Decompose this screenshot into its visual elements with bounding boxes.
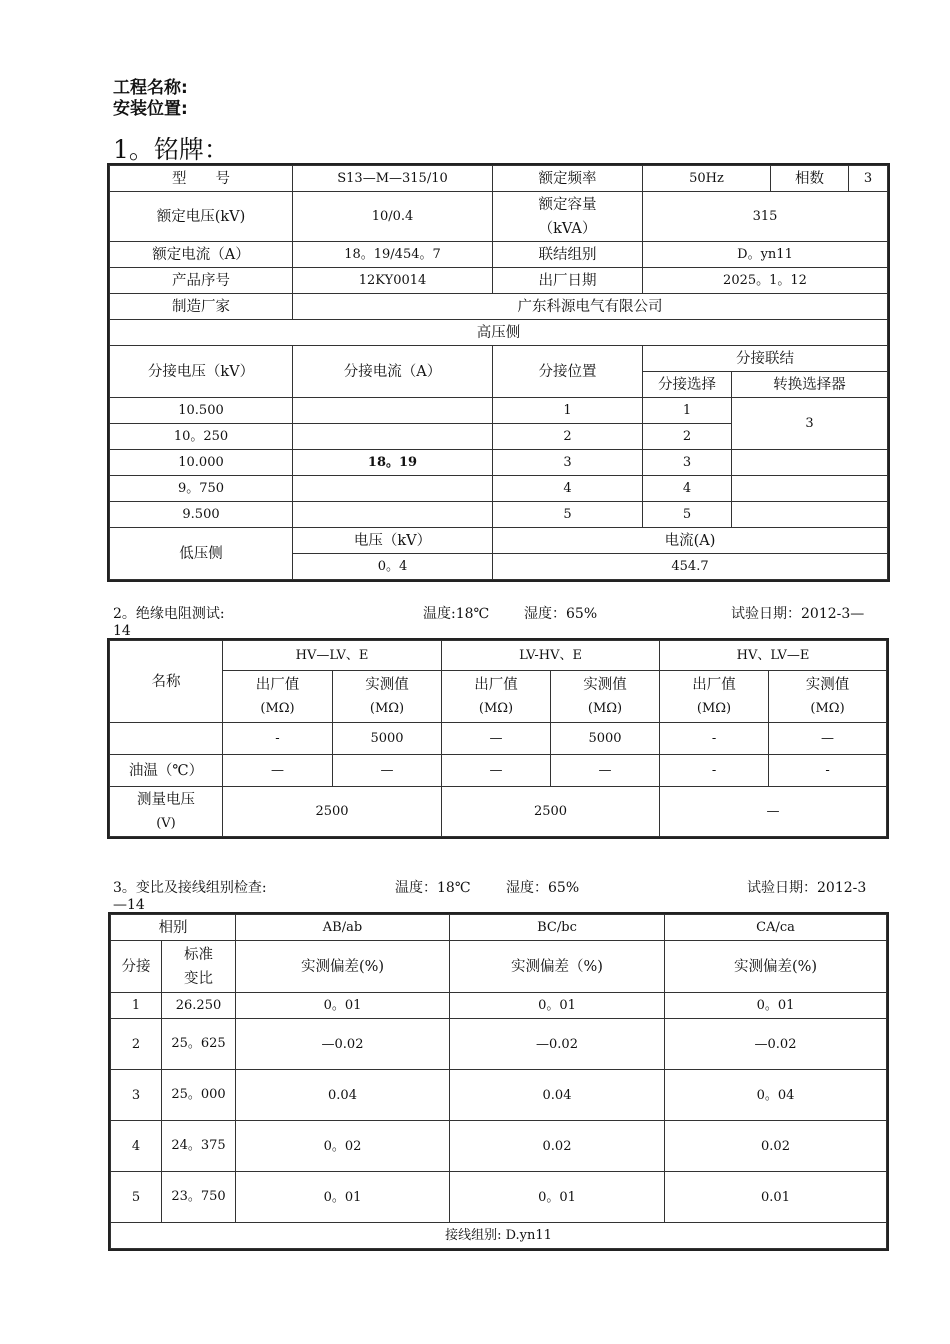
hv-side-title: 高压侧 (110, 320, 888, 346)
lv-current-header: 电流(A) (493, 528, 888, 554)
table-row (110, 242, 888, 268)
deviation-cell: 0.04 (450, 1070, 665, 1121)
measure-voltage-value: — (660, 787, 887, 837)
tap-link-header: 分接联结 (643, 346, 888, 372)
table-row (110, 268, 888, 294)
insulation-humidity: 湿度：65% (524, 606, 598, 622)
tap-current-cell (293, 502, 493, 528)
measured-value-header (333, 671, 442, 723)
tap-cell: 3 (111, 1070, 162, 1121)
phase-header: 相别 (111, 915, 236, 941)
ratio-table (110, 914, 887, 1249)
project-name-label: 工程名称: (113, 78, 188, 98)
table-row (110, 450, 888, 476)
nameplate-table (109, 165, 888, 580)
deviation-cell: 0.02 (665, 1121, 887, 1172)
deviation-header: 实测偏差(%) (665, 941, 887, 993)
converter-select-empty (732, 476, 888, 502)
factory-label: 出厂值 (255, 677, 300, 693)
converter-select-empty (732, 450, 888, 476)
resistance-cell: - (223, 723, 333, 755)
tap-select-cell: 2 (643, 424, 732, 450)
phase-pair-header: AB/ab (236, 915, 450, 941)
std-ratio-line2: 变比 (184, 970, 213, 987)
deviation-cell: 0。01 (665, 993, 887, 1019)
capacity-value: 315 (643, 192, 888, 242)
tap-current-cell (293, 398, 493, 424)
deviation-cell: 0。01 (450, 1172, 665, 1223)
tap-position-cell: 5 (493, 502, 643, 528)
phase-pair-header: BC/bc (450, 915, 665, 941)
measured-label: 实测值 (805, 677, 850, 693)
std-ratio-cell: 24。375 (162, 1121, 236, 1172)
tap-current-cell (293, 424, 493, 450)
model-value: S13—M—315/10 (293, 166, 493, 192)
deviation-cell: 0。02 (236, 1121, 450, 1172)
deviation-cell: 0。01 (450, 993, 665, 1019)
unit-label: (MΩ) (260, 701, 295, 716)
oil-temp-cell: - (769, 755, 887, 787)
deviation-header: 实测偏差（%) (450, 941, 665, 993)
maker-label: 制造厂家 (110, 294, 293, 320)
table-row (110, 192, 888, 242)
measure-voltage-value: 2500 (223, 787, 442, 837)
std-ratio-cell: 23。750 (162, 1172, 236, 1223)
voltage-value: 10/0.4 (293, 192, 493, 242)
tap-current-cell: 18。19 (293, 450, 493, 476)
std-ratio-header (162, 941, 236, 993)
std-ratio-cell: 25。000 (162, 1070, 236, 1121)
tap-cell: 5 (111, 1172, 162, 1223)
measured-label: 实测值 (583, 677, 627, 693)
deviation-cell: 0.01 (665, 1172, 887, 1223)
table-row (110, 294, 888, 320)
converter-select-empty (732, 502, 888, 528)
tap-select-cell: 1 (643, 398, 732, 424)
lv-voltage-header: 电压（kV） (293, 528, 493, 554)
voltage-label: 额定电压(kV) (110, 192, 293, 242)
tap-position-cell: 2 (493, 424, 643, 450)
row-name-empty (110, 723, 223, 755)
ratio-test-date: 试验日期：2012-3 (747, 880, 867, 896)
tap-position-header: 分接位置 (493, 346, 643, 398)
tap-position-cell: 4 (493, 476, 643, 502)
phase-pair-header: CA/ca (665, 915, 887, 941)
insulation-heading: 2。绝缘电阻测试: (113, 606, 225, 622)
table-row (110, 723, 887, 755)
lv-side-label: 低压侧 (110, 528, 293, 580)
measured-value-header (769, 671, 887, 723)
table-row (111, 1172, 887, 1223)
tap-voltage-cell: 10.500 (110, 398, 293, 424)
frequency-value: 50Hz (643, 166, 771, 192)
unit-label: (MΩ) (810, 701, 845, 716)
deviation-cell: 0。01 (236, 1172, 450, 1223)
std-ratio-cell: 25。625 (162, 1019, 236, 1070)
deviation-cell: —0.02 (450, 1019, 665, 1070)
group-header: HV、LV—E (660, 641, 887, 671)
deviation-cell: —0.02 (665, 1019, 887, 1070)
tap-header: 分接 (111, 941, 162, 993)
table-row (111, 941, 887, 993)
factory-value-header (223, 671, 333, 723)
resistance-cell: - (660, 723, 769, 755)
tap-select-cell: 4 (643, 476, 732, 502)
table-row (110, 166, 888, 192)
insulation-temperature: 温度:18℃ (423, 606, 490, 622)
deviation-cell: 0.04 (236, 1070, 450, 1121)
lv-current-value: 454.7 (493, 554, 888, 580)
unit-label: (MΩ) (587, 701, 623, 716)
tap-cell: 4 (111, 1121, 162, 1172)
ratio-heading: 3。变比及接线组别检查: (113, 880, 267, 896)
serial-label: 产品序号 (110, 268, 293, 294)
factory-value-header (442, 671, 551, 723)
resistance-cell: — (769, 723, 887, 755)
table-row (110, 755, 887, 787)
table-row (111, 1121, 887, 1172)
measured-label: 实测值 (365, 677, 409, 693)
deviation-cell: 0。04 (665, 1070, 887, 1121)
tap-current-cell (293, 476, 493, 502)
oil-temp-cell: — (551, 755, 660, 787)
group-header: LV-HV、E (442, 641, 660, 671)
factory-label: 出厂值 (692, 677, 736, 693)
current-value: 18。19/454。7 (293, 242, 493, 268)
maker-value: 广东科源电气有限公司 (293, 294, 888, 320)
measured-value-header (551, 671, 660, 723)
oil-temp-label: 油温（℃） (110, 755, 223, 787)
capacity-label-line2: （kVA） (538, 220, 597, 237)
group-value: D。yn11 (643, 242, 888, 268)
oil-temp-cell: — (223, 755, 333, 787)
capacity-label (493, 192, 643, 242)
table-row (110, 398, 888, 424)
converter-select-header: 转换选择器 (732, 372, 888, 398)
model-label: 型 号 (110, 166, 293, 192)
deviation-header: 实测偏差(%) (236, 941, 450, 993)
table-row (110, 528, 888, 554)
phase-value: 3 (849, 166, 888, 192)
name-header: 名称 (110, 641, 223, 723)
deviation-cell: 0。01 (236, 993, 450, 1019)
measure-voltage-label-line2: (V) (156, 816, 176, 831)
tap-voltage-header: 分接电压（kV） (110, 346, 293, 398)
measure-voltage-value: 2500 (442, 787, 660, 837)
group-header: HV—LV、E (223, 641, 442, 671)
table-row (111, 1019, 887, 1070)
install-location-label: 安装位置: (113, 99, 188, 119)
deviation-cell: —0.02 (236, 1019, 450, 1070)
group-label: 联结组别 (493, 242, 643, 268)
unit-label: (MΩ) (369, 701, 405, 716)
table-row (111, 915, 887, 941)
phase-label: 相数 (771, 166, 849, 192)
ratio-test-date-cont: —14 (113, 897, 145, 913)
insulation-table (109, 640, 887, 837)
date-value: 2025。1。12 (643, 268, 888, 294)
oil-temp-cell: - (660, 755, 769, 787)
unit-label: (MΩ) (696, 701, 732, 716)
table-row (111, 993, 887, 1019)
factory-label: 出厂值 (474, 677, 518, 693)
tap-cell: 1 (111, 993, 162, 1019)
tap-voltage-cell: 10.000 (110, 450, 293, 476)
table-row (110, 502, 888, 528)
insulation-test-date: 试验日期：2012-3— (731, 606, 865, 622)
table-row (110, 346, 888, 372)
insulation-test-date-cont: 14 (113, 623, 131, 639)
tap-voltage-cell: 9。750 (110, 476, 293, 502)
lv-voltage-value: 0。4 (293, 554, 493, 580)
table-row (110, 787, 887, 837)
table-row (110, 641, 887, 671)
nameplate-heading: 1。铭牌： (113, 135, 229, 164)
std-ratio-line1: 标准 (184, 946, 213, 963)
tap-select-cell: 5 (643, 502, 732, 528)
tap-cell: 2 (111, 1019, 162, 1070)
measure-voltage-label-line1: 测量电压 (137, 792, 195, 808)
oil-temp-cell: — (333, 755, 442, 787)
table-row (111, 1070, 887, 1121)
table-row (110, 671, 887, 723)
connection-group-footer: 接线组别: D.yn11 (111, 1223, 887, 1249)
ratio-temperature: 温度：18℃ (395, 880, 471, 896)
table-row (110, 476, 888, 502)
factory-value-header (660, 671, 769, 723)
tap-select-cell: 3 (643, 450, 732, 476)
tap-voltage-cell: 10。250 (110, 424, 293, 450)
table-row (111, 1223, 887, 1249)
current-label: 额定电流（A） (110, 242, 293, 268)
tap-position-cell: 3 (493, 450, 643, 476)
std-ratio-cell: 26.250 (162, 993, 236, 1019)
oil-temp-cell: — (442, 755, 551, 787)
tap-select-header: 分接选择 (643, 372, 732, 398)
resistance-cell: — (442, 723, 551, 755)
ratio-humidity: 湿度：65% (506, 880, 580, 896)
resistance-cell: 5000 (333, 723, 442, 755)
frequency-label: 额定频率 (493, 166, 643, 192)
serial-value: 12KY0014 (293, 268, 493, 294)
table-row (110, 320, 888, 346)
capacity-label-line1: 额定容量 (538, 196, 597, 213)
resistance-cell: 5000 (551, 723, 660, 755)
tap-voltage-cell: 9.500 (110, 502, 293, 528)
measure-voltage-label (110, 787, 223, 837)
converter-select-value: 3 (732, 398, 888, 450)
unit-label: (MΩ) (478, 701, 514, 716)
deviation-cell: 0.02 (450, 1121, 665, 1172)
date-label: 出厂日期 (493, 268, 643, 294)
tap-position-cell: 1 (493, 398, 643, 424)
tap-current-header: 分接电流（A） (293, 346, 493, 398)
